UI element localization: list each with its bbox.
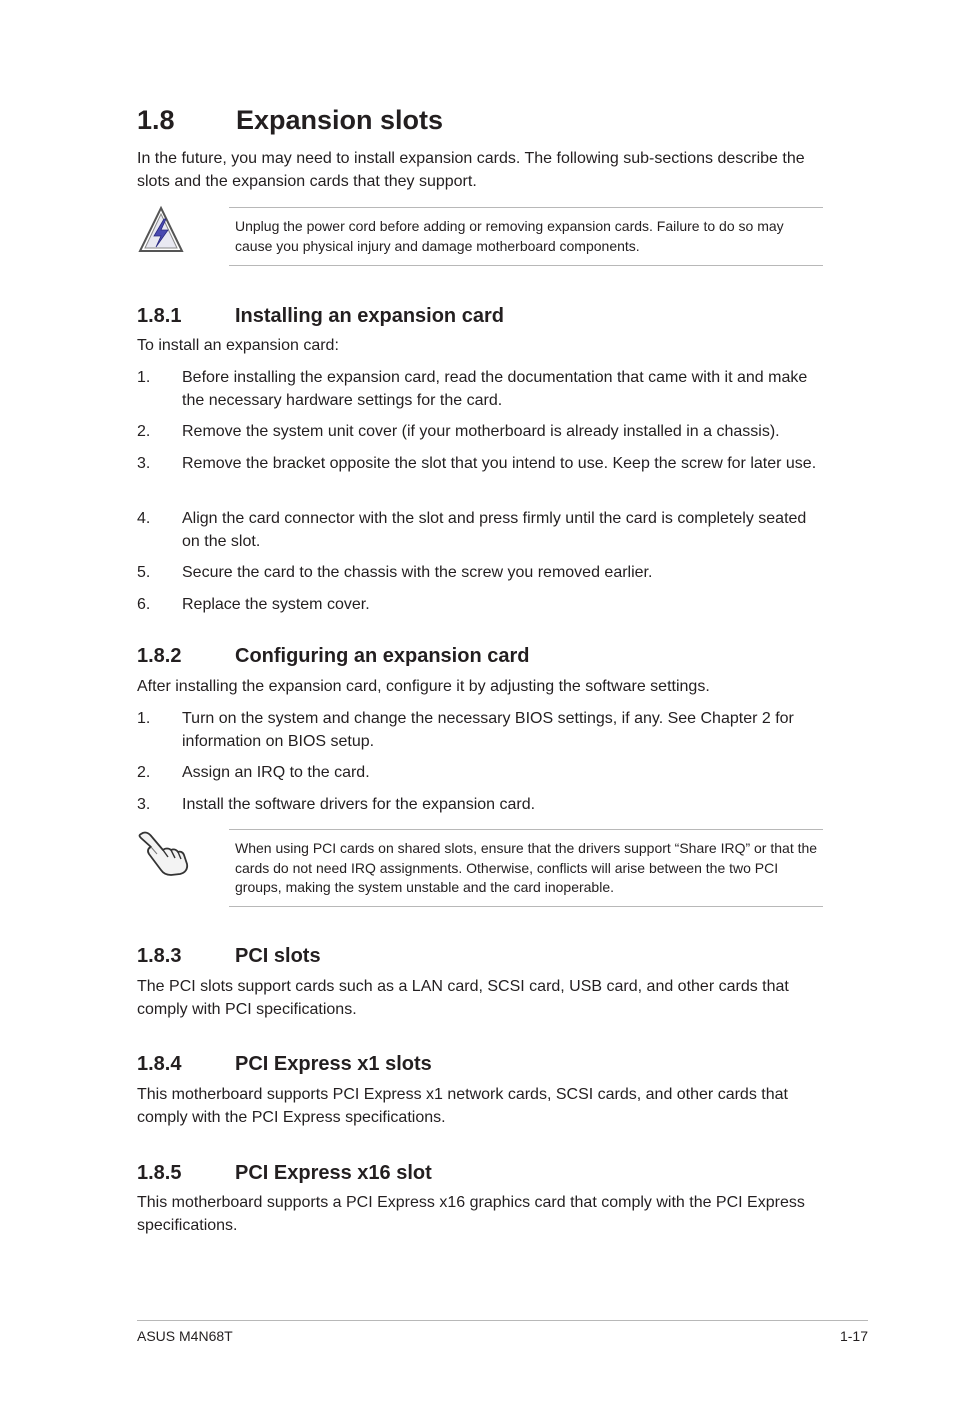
list-number: 3. xyxy=(137,796,151,813)
subsection-title: PCI Express x1 slots xyxy=(235,1053,432,1075)
list-number: 4. xyxy=(137,510,151,527)
list-number: 5. xyxy=(137,564,151,581)
subsection-number: 1.8.1 xyxy=(137,305,182,327)
warning-triangle-icon xyxy=(137,205,185,253)
subsection-number: 1.8.2 xyxy=(137,645,182,667)
subsection-heading-2 xyxy=(137,642,529,670)
list-number: 2. xyxy=(137,423,151,440)
footer-product-name: ASUS M4N68T xyxy=(137,1328,233,1344)
list-item xyxy=(137,507,827,553)
list-text: Install the software drivers for the expansion card. xyxy=(182,796,536,813)
list-text: Secure the card to the chassis with the screw you removed earlier. xyxy=(182,564,653,581)
subsection-text: This motherboard supports PCI Express x1 network cards, SCSI cards, and other cards that comply with the PCI Express specifications. xyxy=(137,1086,788,1126)
list-item xyxy=(137,561,827,584)
section-title: Expansion slots xyxy=(236,105,444,135)
footer-page-number: 1-17 xyxy=(839,1328,868,1344)
section-heading xyxy=(137,101,443,139)
list-item xyxy=(137,452,827,475)
list-item xyxy=(137,593,827,616)
subsection-text: The PCI slots support cards such as a LAN card, SCSI card, USB card, and other cards that comply with PCI specifications. xyxy=(137,978,789,1018)
list-number: 3. xyxy=(137,455,151,472)
note-callout xyxy=(229,829,823,907)
subsection-title: PCI slots xyxy=(235,945,321,967)
footer-divider xyxy=(137,1320,868,1321)
list-item xyxy=(137,420,827,443)
subsection-heading-3 xyxy=(137,942,321,970)
list-item xyxy=(137,707,827,753)
list-text: Remove the bracket opposite the slot that you intend to use. Keep the screw for later use. xyxy=(182,455,817,472)
list-text: Before installing the expansion card, read the documentation that came with it and make the necessary hardware settings for the card. xyxy=(182,369,808,409)
subsection-heading-1 xyxy=(137,302,504,330)
subsection-title: Configuring an expansion card xyxy=(235,645,530,667)
list-text: Replace the system cover. xyxy=(182,596,370,613)
subsection-number: 1.8.4 xyxy=(137,1053,182,1075)
list-number: 1. xyxy=(137,710,151,727)
subsection-number: 1.8.3 xyxy=(137,945,182,967)
subsection-text: This motherboard supports a PCI Express x16 graphics card that comply with the PCI Express specifications. xyxy=(137,1194,805,1234)
list-text: Turn on the system and change the necessary BIOS settings, if any. See Chapter 2 for information on BIOS setup. xyxy=(182,710,794,750)
list-number: 2. xyxy=(137,764,151,781)
subsection-title: PCI Express x16 slot xyxy=(235,1162,432,1184)
list-item xyxy=(137,761,827,784)
intro-paragraph: In the future, you may need to install expansion cards. The following sub-sections describe the slots and the expansion cards that they support. xyxy=(137,150,805,190)
subsection-lead: To install an expansion card: xyxy=(137,337,339,354)
list-number: 6. xyxy=(137,596,151,613)
subsection-number: 1.8.5 xyxy=(137,1162,182,1184)
pointing-hand-icon xyxy=(137,828,193,876)
list-item xyxy=(137,366,827,412)
subsection-title: Installing an expansion card xyxy=(235,305,504,327)
list-text: Remove the system unit cover (if your motherboard is already installed in a chassis). xyxy=(182,423,780,440)
list-number: 1. xyxy=(137,369,151,386)
list-item xyxy=(137,793,827,816)
note-text: When using PCI cards on shared slots, ensure that the drivers support “Share IRQ” or that the cards do not need IRQ assignments. Otherwise, conflicts will arise between the two PCI groups, making the system unstable and the card inoperable. xyxy=(235,840,818,895)
list-text: Assign an IRQ to the card. xyxy=(182,764,370,781)
subsection-heading-5 xyxy=(137,1159,432,1187)
subsection-lead: After installing the expansion card, configure it by adjusting the software settings. xyxy=(137,678,710,695)
warning-callout xyxy=(229,207,823,266)
warning-text: Unplug the power cord before adding or removing expansion cards. Failure to do so may cause you physical injury and damage motherboard components. xyxy=(235,218,784,254)
list-text: Align the card connector with the slot and press firmly until the card is completely seated on the slot. xyxy=(182,510,807,550)
subsection-heading-4 xyxy=(137,1050,432,1078)
section-number: 1.8 xyxy=(137,105,175,135)
